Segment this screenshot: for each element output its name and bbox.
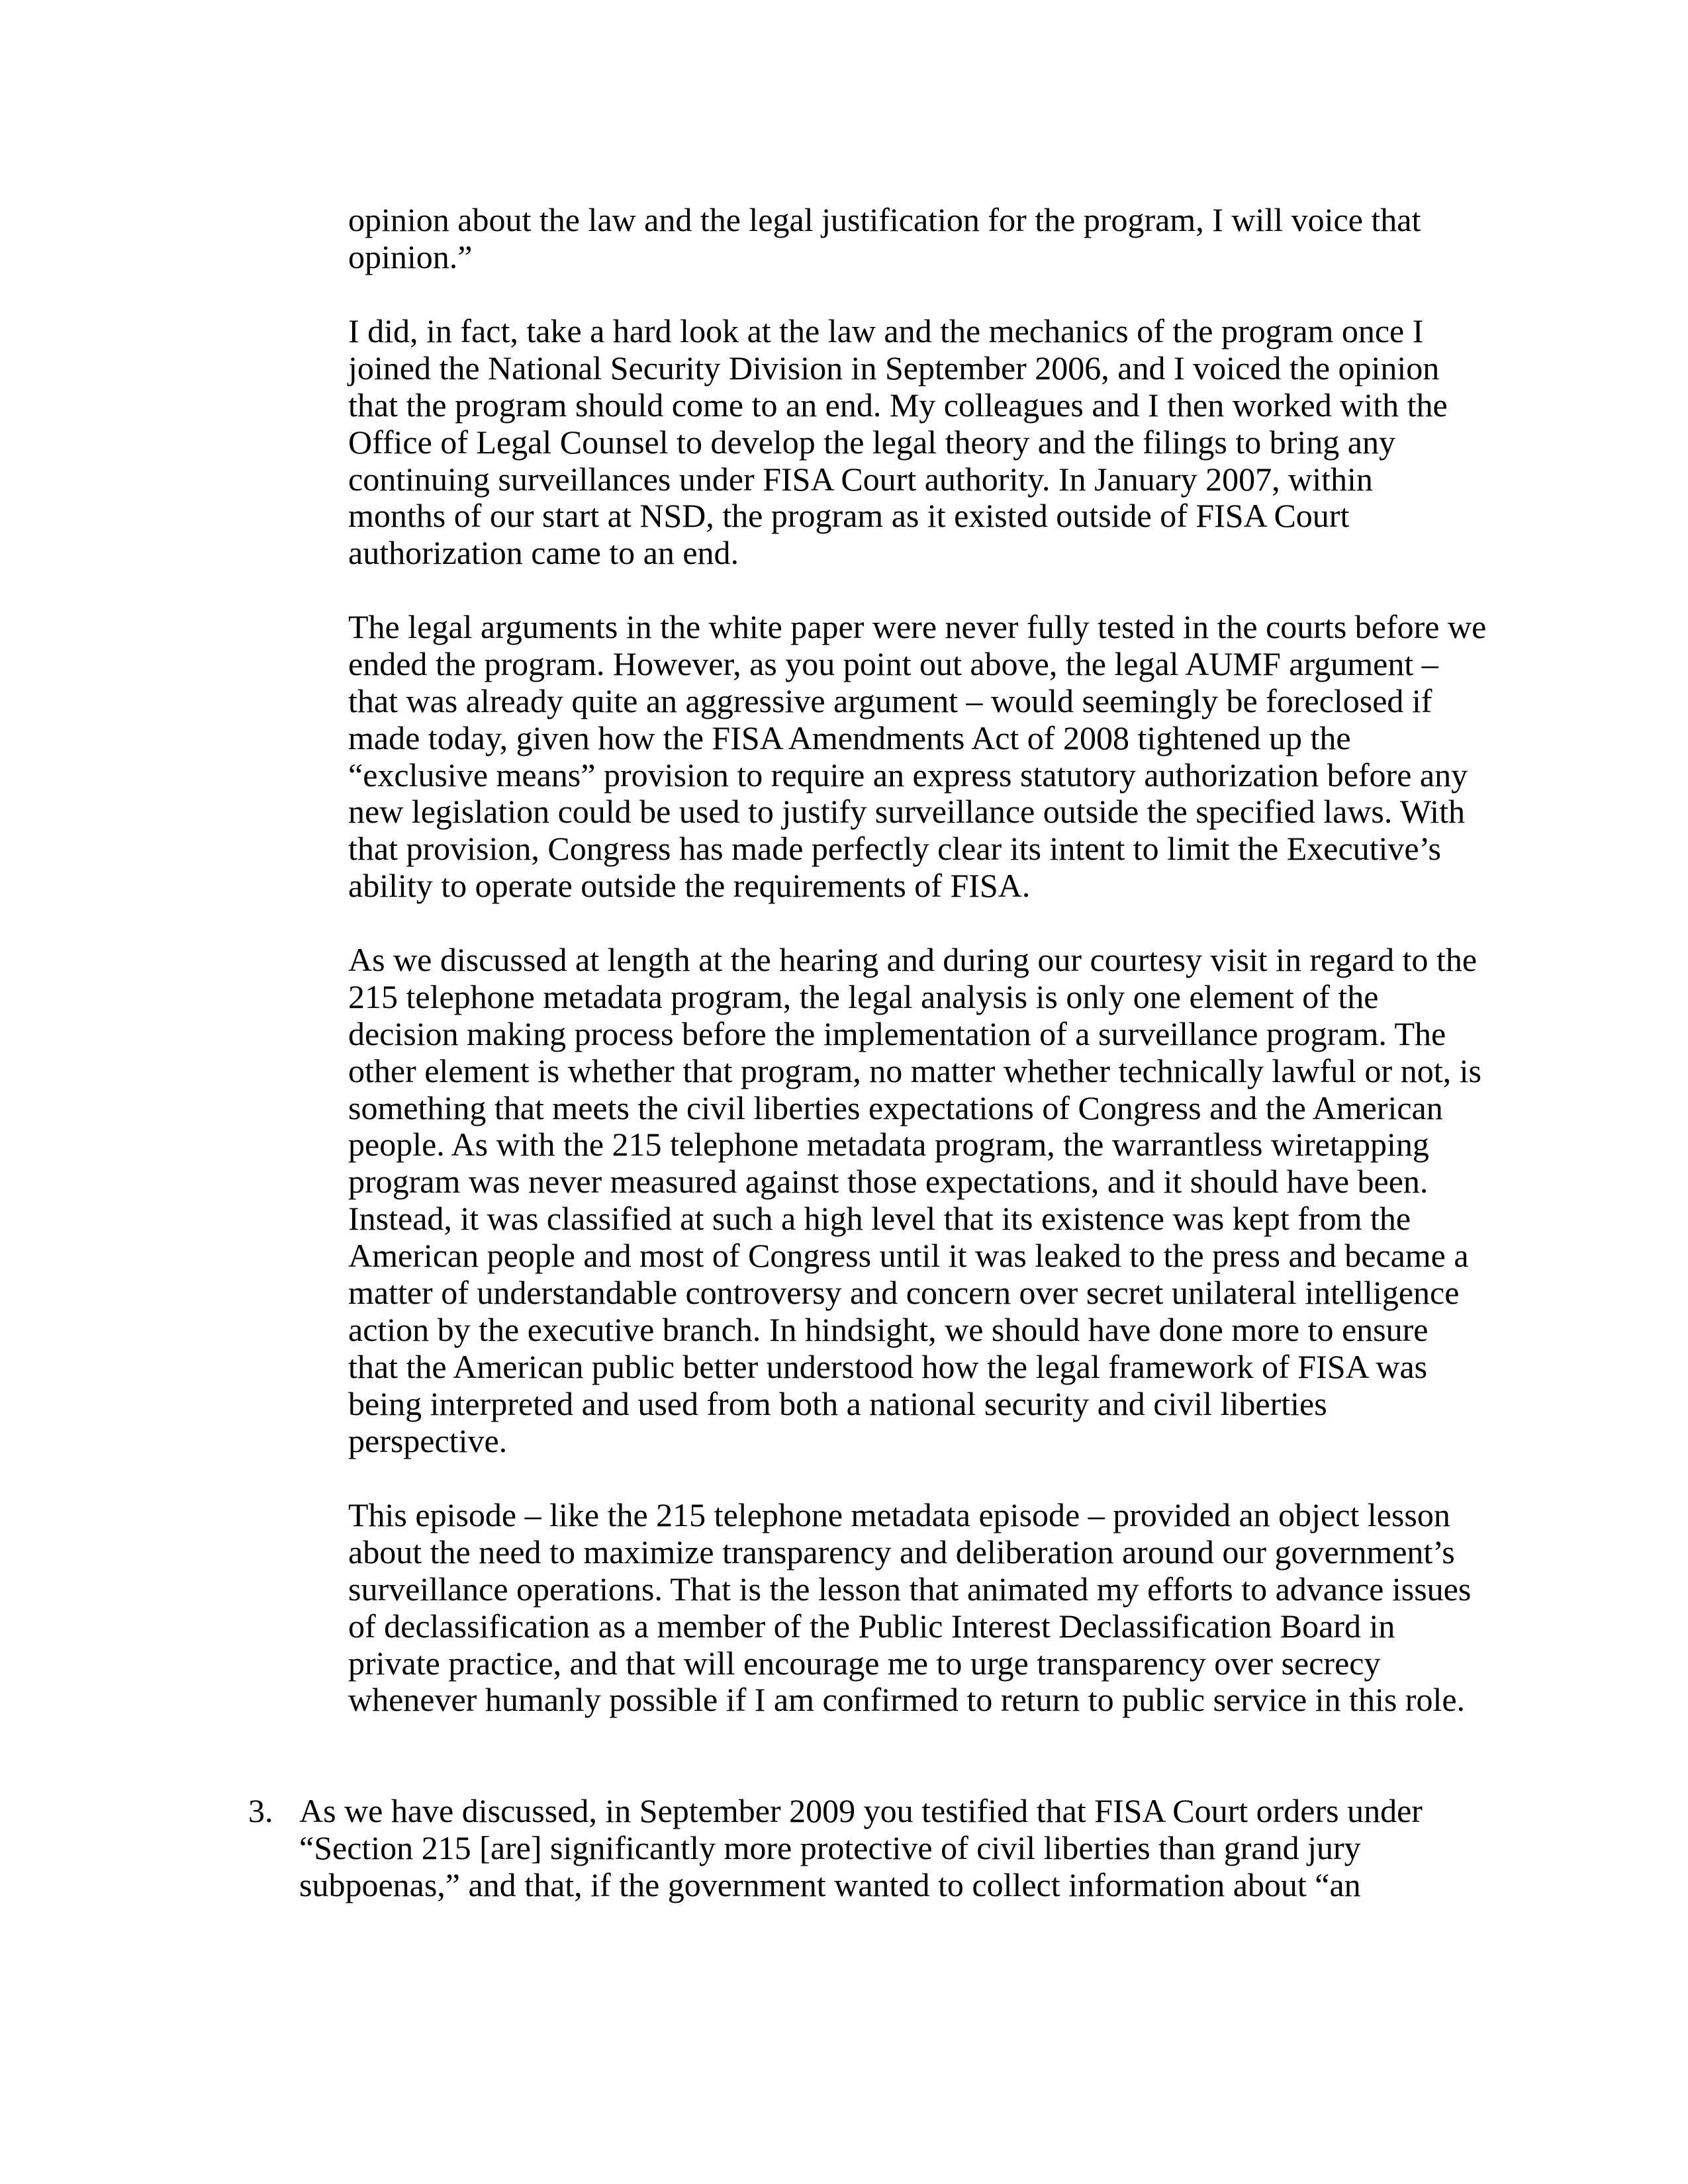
text-line: As we discussed at length at the hearing and during our courtesy visit in regard to the: [348, 941, 1477, 978]
paragraph-continuation: [348, 202, 1513, 276]
text-line: that was already quite an aggressive argument – would seemingly be foreclosed if: [348, 682, 1432, 719]
text-line: American people and most of Congress until it was leaked to the press and became a: [348, 1237, 1469, 1275]
text-line: people. As with the 215 telephone metadata program, the warrantless wiretapping: [348, 1126, 1429, 1163]
text-line: “exclusive means” provision to require an express statutory authorization before any: [348, 756, 1468, 794]
text-line: ability to operate outside the requirements of FISA.: [348, 867, 1031, 905]
text-line: opinion.”: [348, 238, 473, 275]
text-line: action by the executive branch. In hindsight, we should have done more to ensure: [348, 1310, 1429, 1348]
text-line: that provision, Congress has made perfectly clear its intent to limit the Executive’s: [348, 830, 1441, 868]
text-line: something that meets the civil liberties expectations of Congress and the American: [348, 1089, 1443, 1126]
list-number: 3.: [248, 1792, 273, 1829]
text-line: The legal arguments in the white paper were never fully tested in the courts before we: [348, 608, 1487, 645]
text-line: about the need to maximize transparency and deliberation around our government’s: [348, 1533, 1455, 1570]
paragraph-object-lesson: [348, 1497, 1513, 1719]
text-line: decision making process before the implementation of a surveillance program. The: [348, 1015, 1446, 1052]
text-line: Instead, it was classified at such a high level that its existence was kept from the: [348, 1200, 1411, 1238]
text-line: joined the National Security Division in September 2006, and I voiced the opinion: [348, 349, 1440, 387]
text-line: matter of understandable controversy and concern over secret unilateral intelligence: [348, 1274, 1460, 1312]
text-line: program was never measured against those expectations, and it should have been.: [348, 1163, 1429, 1201]
text-line: ended the program. However, as you point out above, the legal AUMF argument –: [348, 645, 1438, 682]
text-line: of declassification as a member of the Public Interest Declassification Board in: [348, 1607, 1395, 1645]
text-line: perspective.: [348, 1422, 508, 1459]
text-line: that the program should come to an end. My colleagues and I then worked with the: [348, 386, 1448, 424]
text-line: Office of Legal Counsel to develop the legal theory and the filings to bring any: [348, 423, 1395, 461]
paragraph-hearing-discussion: [348, 942, 1513, 1459]
text-line: other element is whether that program, no matter whether technically lawful or not, is: [348, 1052, 1481, 1089]
text-line: “Section 215 [are] significantly more protective of civil liberties than grand jury: [299, 1829, 1361, 1866]
question-text: [299, 1793, 1504, 1904]
paragraph-nsd-opinion: [348, 313, 1513, 572]
text-line: being interpreted and used from both a national security and civil liberties: [348, 1385, 1327, 1422]
text-line: whenever humanly possible if I am confirmed to return to public service in this role.: [348, 1681, 1466, 1719]
text-line: that the American public better understood how the legal framework of FISA was: [348, 1347, 1428, 1385]
text-line: made today, given how the FISA Amendments Act of 2008 tightened up the: [348, 719, 1351, 756]
paragraph-legal-arguments: [348, 609, 1513, 905]
text-line: subpoenas,” and that, if the government wanted to collect information about “an: [299, 1866, 1361, 1903]
text-line: months of our start at NSD, the program as it existed outside of FISA Court: [348, 497, 1350, 535]
text-line: authorization came to an end.: [348, 534, 739, 572]
text-line: 215 telephone metadata program, the legal analysis is only one element of the: [348, 978, 1379, 1015]
text-line: private practice, and that will encourage me to urge transparency over secrecy: [348, 1644, 1381, 1682]
text-line: As we have discussed, in September 2009 you testified that FISA Court orders under: [299, 1792, 1423, 1829]
text-line: continuing surveillances under FISA Court authority. In January 2007, within: [348, 460, 1373, 498]
text-line: I did, in fact, take a hard look at the law and the mechanics of the program once I: [348, 312, 1424, 349]
text-line: opinion about the law and the legal justification for the program, I will voice that: [348, 201, 1421, 238]
text-line: new legislation could be used to justify surveillance outside the specified laws. With: [348, 793, 1465, 831]
text-line: surveillance operations. That is the lesson that animated my efforts to advance issues: [348, 1570, 1472, 1608]
text-line: This episode – like the 215 telephone metadata episode – provided an object lesson: [348, 1496, 1450, 1533]
